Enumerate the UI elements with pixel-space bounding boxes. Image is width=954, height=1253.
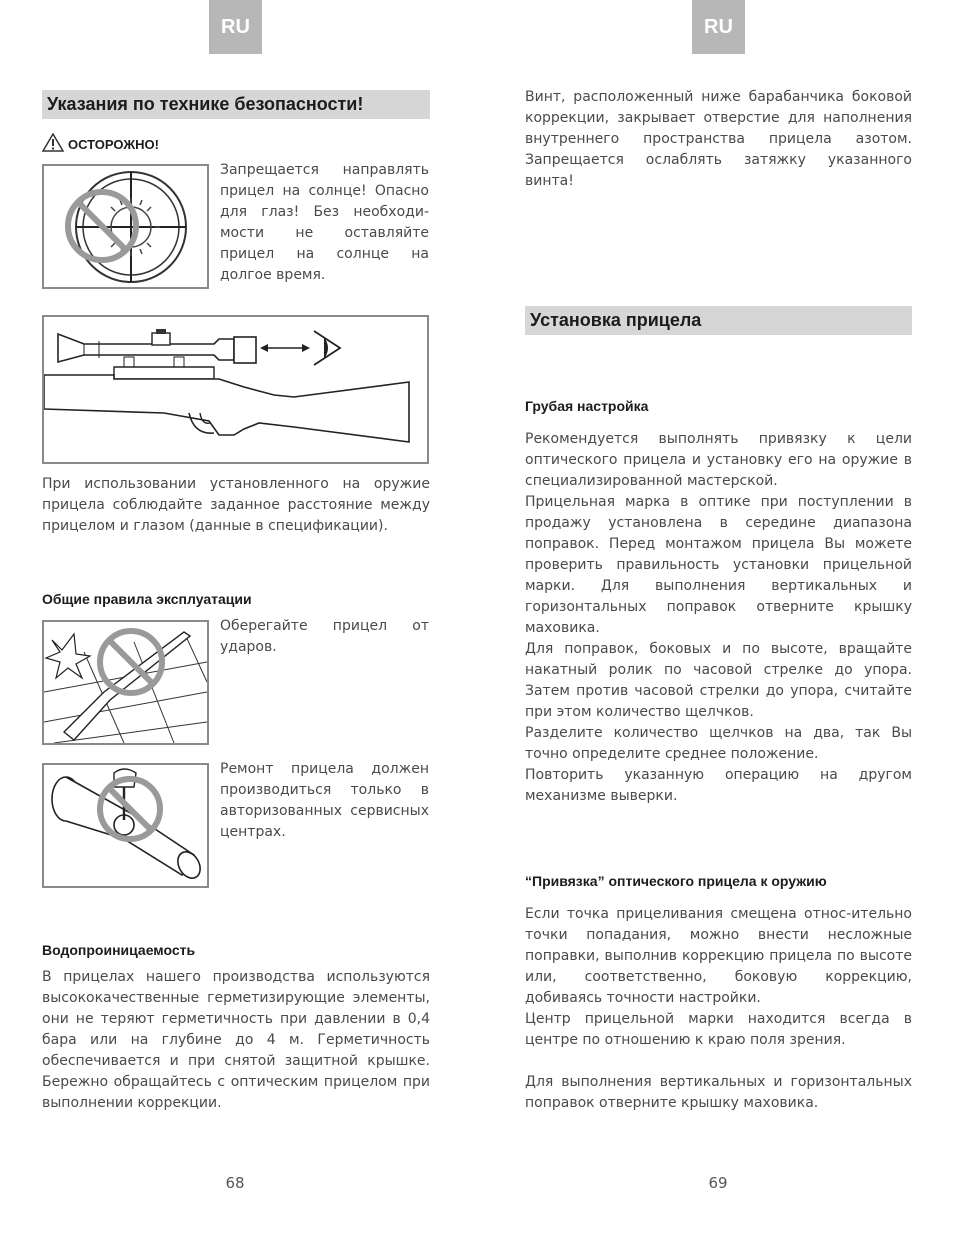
zeroing-text xyxy=(525,904,912,1051)
eye-relief-figure xyxy=(42,315,429,464)
rough-setup-text xyxy=(525,429,912,807)
rough-paragraph: Рекомендуется выполнять привязку к цели оптического прицела и установку его на оружие в специализированной мастерской. xyxy=(525,431,912,489)
impact-warning-text: Оберегайте прицел от ударов. xyxy=(220,618,429,655)
rough-paragraph: Повторить указанную операцию на другом механизме выверки. xyxy=(525,767,912,804)
warning-triangle-icon xyxy=(42,133,64,156)
waterproof-text: В прицелах нашего производства используются высококачественные герметизирующие элементы, они не теряют герметичность при давлении в 0,4 бара или на глубине до 4 м. Герметичность обеспечивается и при снятой защитной крышке. Бережно обращайтесь с оптическим прицелом при выполнении коррекции. xyxy=(42,969,430,1111)
zeroing-paragraph: Центр прицельной марки находится всегда в центре по отношению к краю поля зрения. xyxy=(525,1011,912,1048)
eye-relief-text: При использовании установленного на оружие прицела соблюдайте заданное расстояние между прицелом и глазом (данные в спецификации). xyxy=(42,476,430,534)
page-number-right: 69 xyxy=(708,1174,728,1192)
caution-text: ОСТОРОЖНО! xyxy=(68,137,159,152)
sun-warning-text: Запрещается направлять прицел на солнце! Опасно для глаз! Без необходи-мости не оставляйте прицел на солнце на долгое время. xyxy=(220,162,429,283)
caution-label xyxy=(42,133,159,156)
zeroing-heading: “Привязка” оптического прицела к оружию xyxy=(525,873,827,889)
section-title-installation: Установка прицела xyxy=(525,306,912,335)
section-title-safety: Указания по технике безопасности! xyxy=(42,90,430,119)
zeroing-final-text: Для выполнения вертикальных и горизонтальных поправок отверните крышку маховика. xyxy=(525,1074,912,1111)
language-tab-left: RU xyxy=(209,0,262,54)
rough-setup-heading: Грубая настройка xyxy=(525,398,649,414)
rough-paragraph: Разделите количество щелчков на два, так Вы точно определите среднее положение. xyxy=(525,725,912,762)
waterproof-heading: Водопроиницаемость xyxy=(42,942,196,958)
rough-paragraph: Прицельная марка в оптике при поступлении в продажу установлена в середине диапазона поправок. Перед монтажом прицела Вы можете проверить правильность установки прицельной марки. Для выполнения вертикальных и горизонтальных поправок отверните крышку маховика. xyxy=(525,494,912,636)
impact-warning-figure xyxy=(42,620,209,745)
language-tab-right: RU xyxy=(692,0,745,54)
page-number-left: 68 xyxy=(225,1174,245,1192)
general-rules-heading: Общие правила эксплуатации xyxy=(42,591,252,607)
rough-paragraph: Для поправок, боковых и по высоте, вращайте накатный ролик по часовой стрелке до упора. Затем против часовой стрелки до упора, считайте при этом количество щелчков. xyxy=(525,641,912,720)
repair-warning-text: Ремонт прицела должен производиться только в авторизованных сервисных центрах. xyxy=(220,761,429,840)
repair-warning-figure xyxy=(42,763,209,888)
zeroing-paragraph: Если точка прицеливания смещена относ-ительно точки попадания, можно внести несложные поправки, выполнив коррекцию прицела по высоте или, соответственно, боковую коррекцию, добиваясь точности настройки. xyxy=(525,906,912,1006)
screw-note-text: Винт, расположенный ниже барабанчика боковой коррекции, закрывает отверстие для наполнения внутреннего пространства прицела азотом. Запрещается ослаблять затяжку указанного винта! xyxy=(525,89,912,189)
sun-warning-figure xyxy=(42,164,209,289)
